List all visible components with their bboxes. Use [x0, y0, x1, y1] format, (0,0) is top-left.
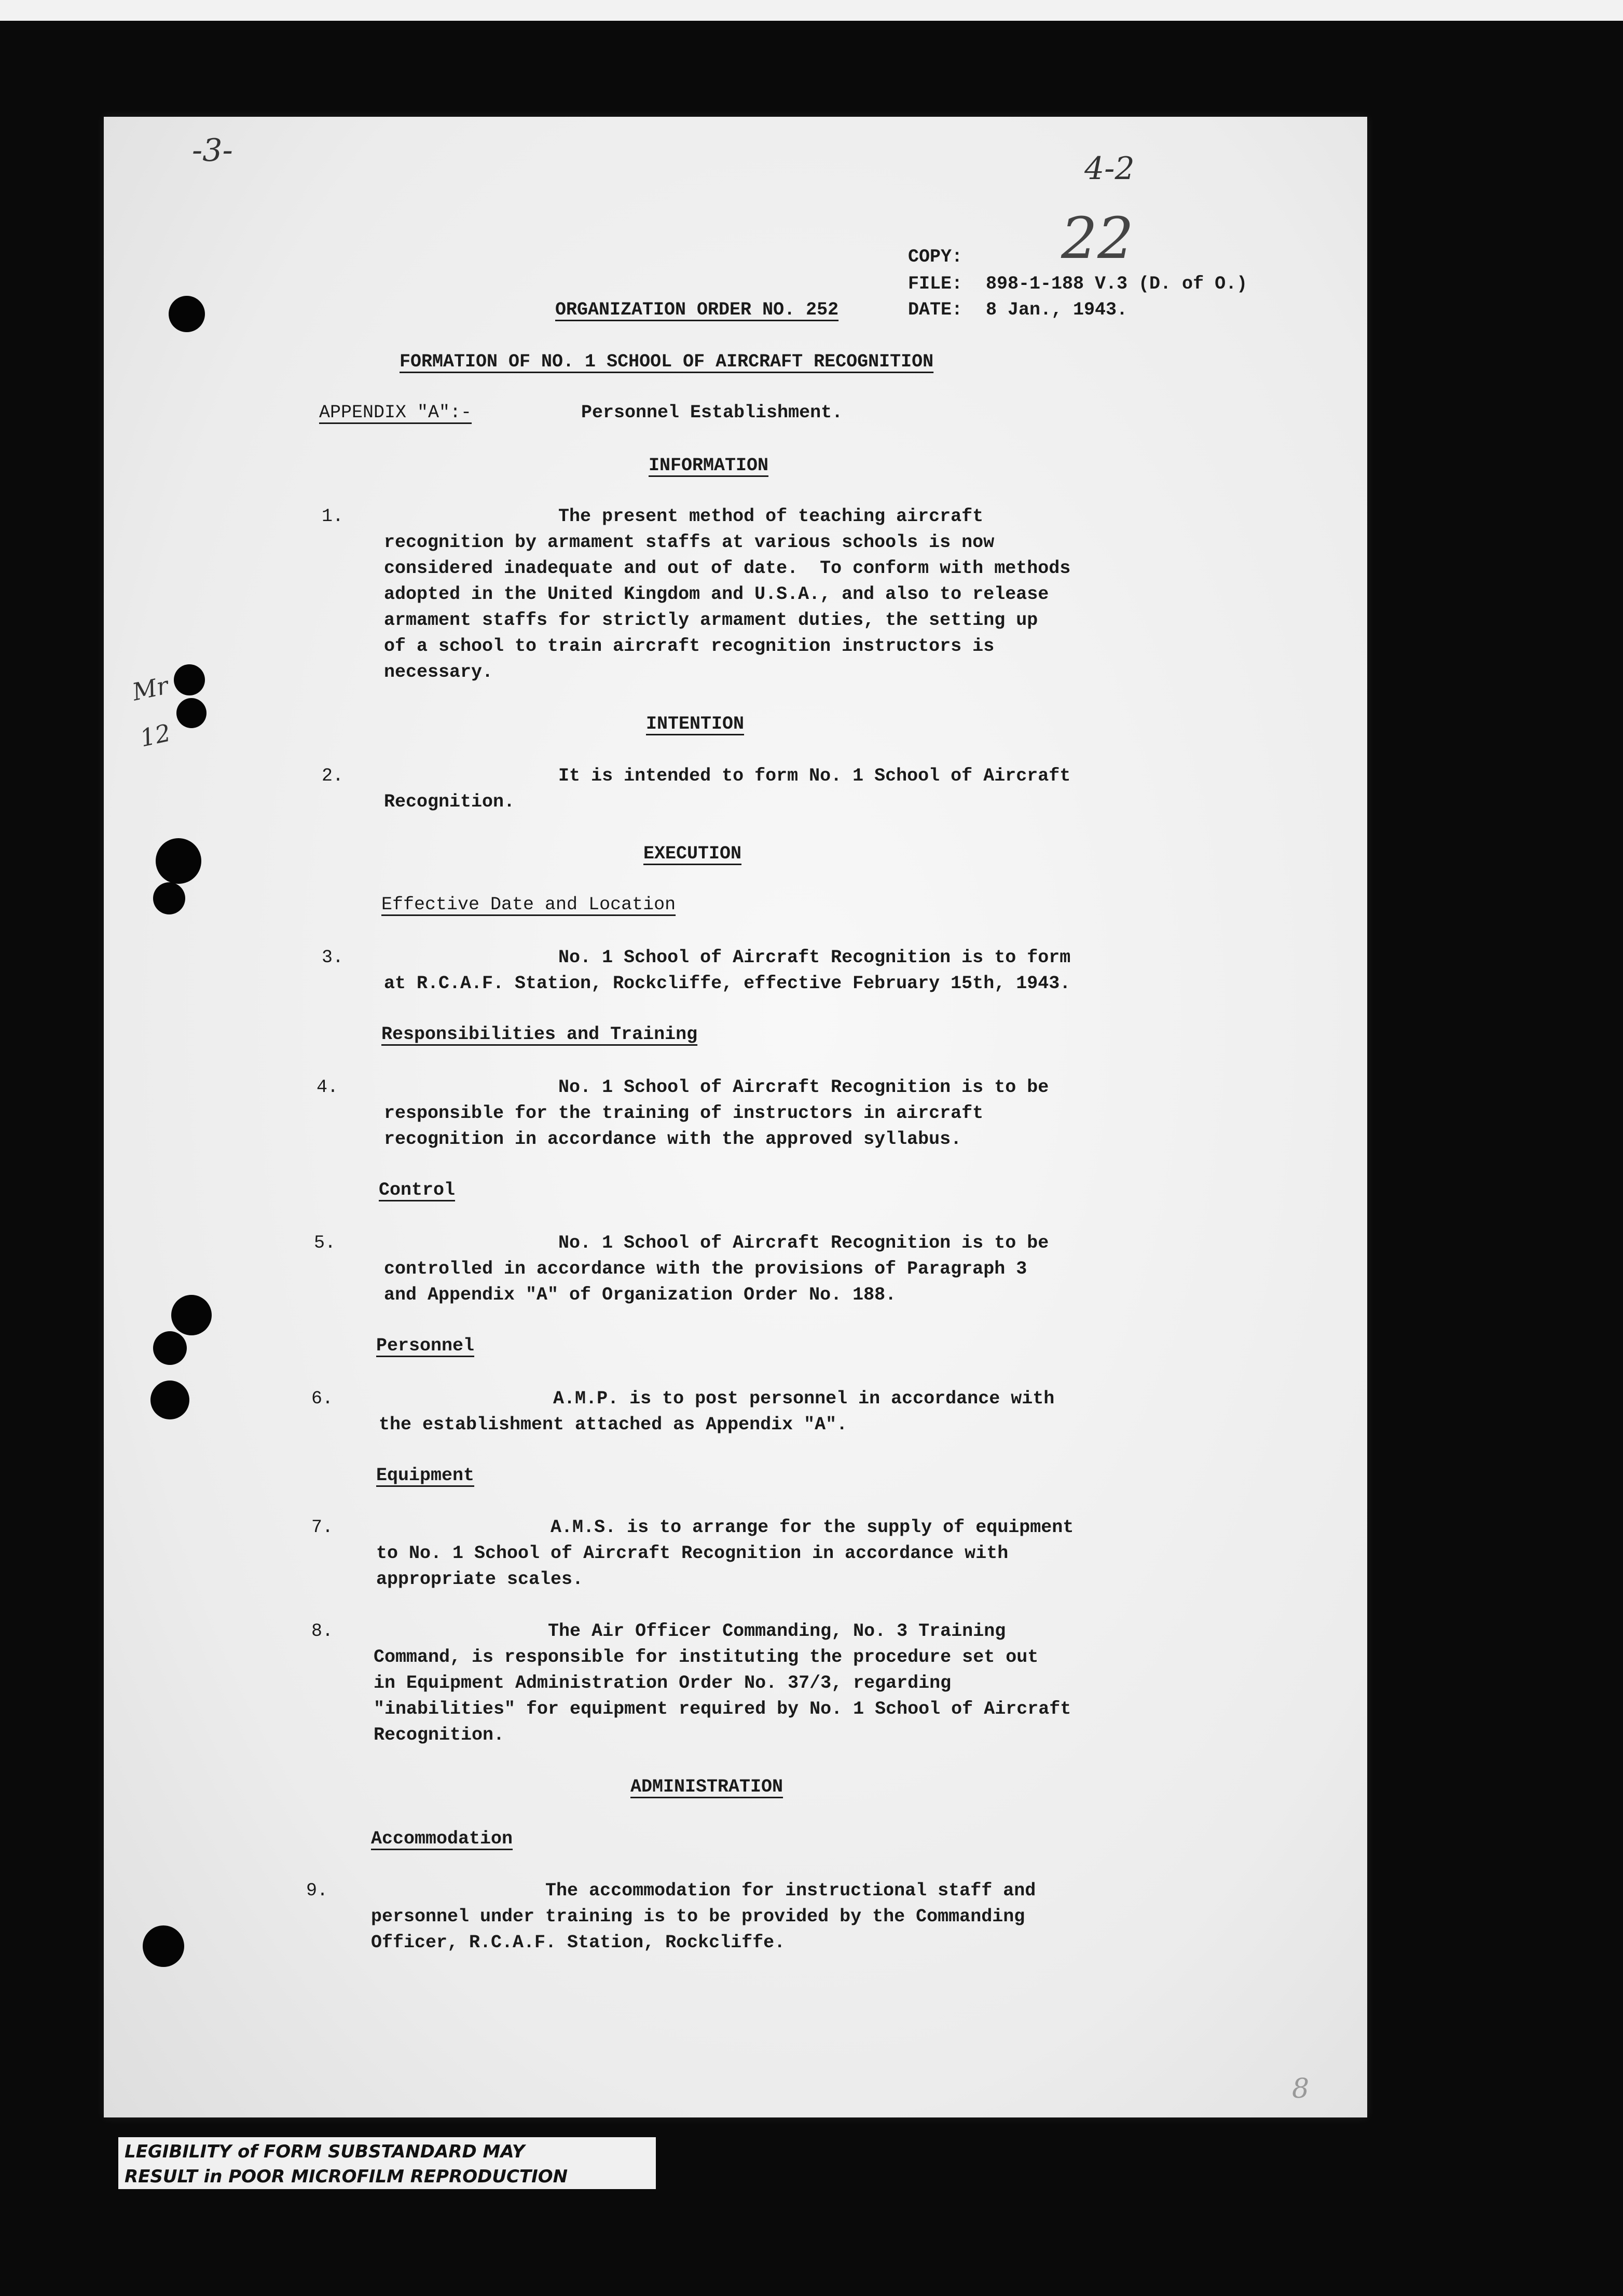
film-edge-strip [0, 0, 1623, 21]
microfilm-legibility-notice [118, 2137, 656, 2189]
subheading-accommodation: Accommodation [371, 1828, 513, 1849]
punch-hole [153, 882, 185, 914]
notice-line: RESULT in POOR MICROFILM REPRODUCTION [125, 2166, 568, 2187]
subheading-responsibilities: Responsibilities and Training [381, 1024, 698, 1045]
file-label: FILE: [908, 274, 963, 294]
appendix-label: APPENDIX "A":- [319, 402, 472, 423]
paragraph-number: 5. [314, 1233, 336, 1253]
paragraph-number: 4. [317, 1077, 339, 1098]
copy-number-handwritten: 22 [1061, 205, 1134, 271]
footer-mark: 8 [1292, 2073, 1310, 2104]
punch-hole [171, 1295, 212, 1335]
subheading-personnel: Personnel [376, 1335, 475, 1356]
paragraph-text: The present method of teaching aircraft recognition by armament staffs at various schools is now considered inadequate and out of date. To conform with methods adopted in the United Kingdom and U.S.A., and also to release armament staffs for strictly armament duties, the setting up of a school to train aircraft recognition instructors is necessary. [384, 506, 1071, 682]
section-intention: INTENTION [646, 714, 745, 734]
section-information: INFORMATION [649, 455, 769, 476]
copy-label: COPY: [908, 247, 963, 267]
punch-hole [156, 838, 201, 884]
subheading-control: Control [379, 1180, 456, 1200]
margin-note: 12 [137, 718, 173, 753]
paragraph-text: The accommodation for instructional staff and personnel under training is to be provided by the Commanding Officer, R.C.A.F. Station, Rockcliffe. [371, 1880, 1036, 1953]
paragraph-number: 2. [322, 766, 344, 786]
margin-note: Mr [130, 671, 171, 706]
section-execution: EXECUTION [643, 843, 742, 864]
punch-hole [176, 698, 207, 728]
paragraph-number: 1. [322, 506, 344, 527]
corner-mark: -3- [192, 132, 233, 169]
subheading-equipment: Equipment [376, 1465, 475, 1486]
appendix-value: Personnel Establishment. [581, 402, 843, 423]
notice-line: LEGIBILITY of FORM SUBSTANDARD MAY [125, 2141, 525, 2162]
paragraph-number: 7. [311, 1517, 334, 1538]
paragraph-text: The Air Officer Commanding, No. 3 Training Command, is responsible for instituting the procedure set out in Equipment Administration Order No. 37/3, regarding "inabilities" for equipment required by No. 1 School of Aircraft Recognition. [374, 1621, 1071, 1745]
paragraph-text: No. 1 School of Aircraft Recognition is to be responsible for the training of instructors in aircraft recognition in accordance with the approved syllabus. [384, 1077, 1049, 1150]
paragraph-text: No. 1 School of Aircraft Recognition is to be controlled in accordance with the provisions of Paragraph 3 and Appendix "A" of Organization Order No. 188. [384, 1233, 1049, 1305]
punch-hole [174, 664, 205, 695]
date-label: DATE: [908, 299, 963, 320]
subheading-effective-date: Effective Date and Location [381, 894, 676, 915]
paragraph-number: 3. [322, 947, 344, 968]
punch-hole [143, 1925, 184, 1967]
paragraph-number: 8. [311, 1621, 334, 1642]
date-value: 8 Jan., 1943. [986, 299, 1128, 320]
paragraph-number: 9. [306, 1880, 328, 1901]
paragraph-text: A.M.P. is to post personnel in accordance with the establishment attached as Appendix "A". [379, 1388, 1055, 1435]
punch-hole [150, 1381, 189, 1419]
order-number: ORGANIZATION ORDER NO. 252 [555, 299, 839, 320]
punch-hole [153, 1331, 187, 1365]
paragraph-text: It is intended to form No. 1 School of Aircraft Recognition. [384, 766, 1071, 812]
paragraph-text: No. 1 School of Aircraft Recognition is to form at R.C.A.F. Station, Rockcliffe, effective February 15th, 1943. [384, 947, 1071, 994]
section-administration: ADMINISTRATION [630, 1776, 783, 1797]
page-number-handwritten: 4-2 [1084, 151, 1135, 187]
paragraph-text: A.M.S. is to arrange for the supply of equipment to No. 1 School of Aircraft Recognition in accordance with appropriate scales. [376, 1517, 1074, 1590]
punch-hole [169, 296, 205, 332]
file-reference: 898-1-188 V.3 (D. of O.) [986, 274, 1248, 294]
paragraph-number: 6. [311, 1388, 334, 1409]
document-title: FORMATION OF NO. 1 SCHOOL OF AIRCRAFT RECOGNITION [400, 351, 934, 372]
